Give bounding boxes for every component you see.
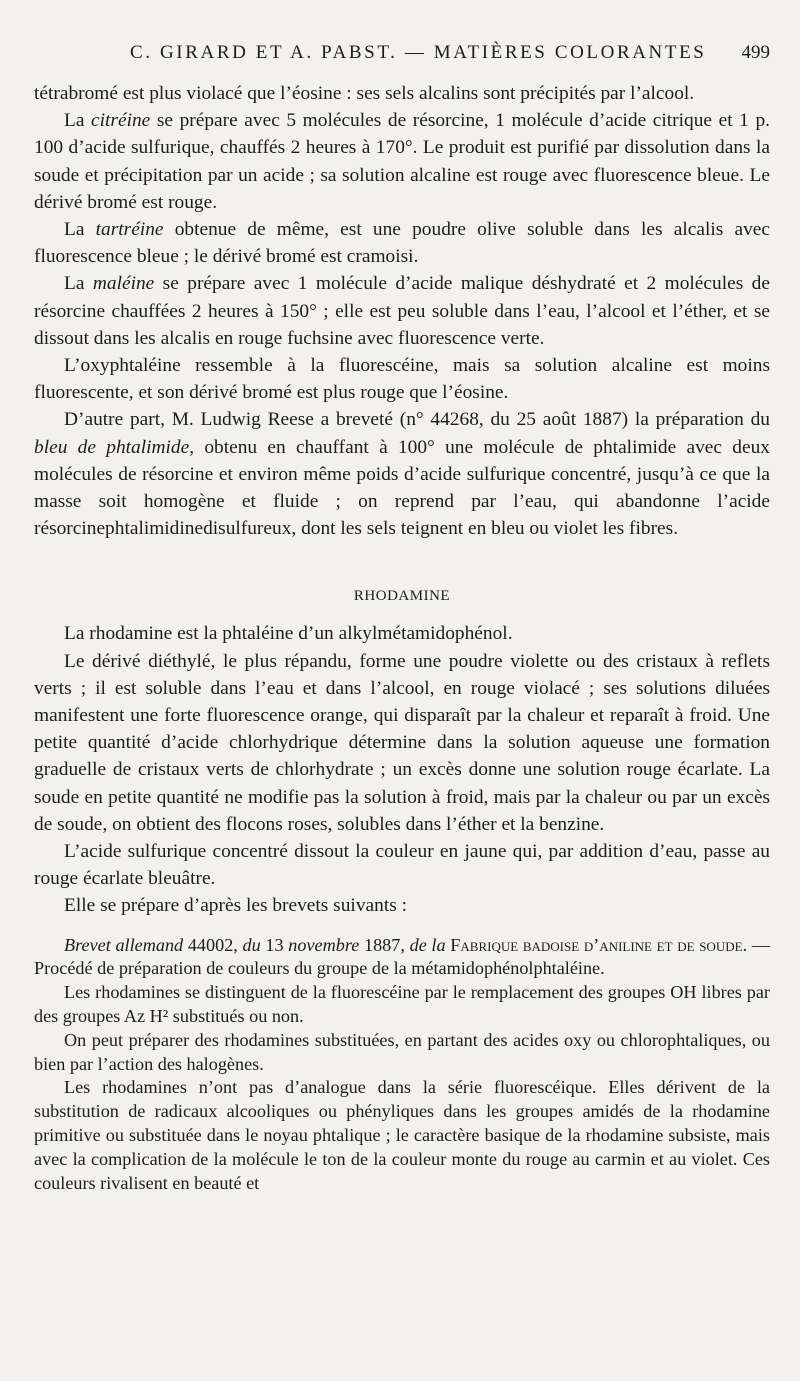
paragraph: Le dérivé diéthylé, le plus répandu, forme une poudre violette ou des cristaux à reflets verts ; il est soluble dans l’eau et dans l’alcool, en rouge violacé ; ses solutions diluées manifestent une forte fluorescence orange, qui disparaît par la chaleur et reparaît à froid. Une petite quantité d’acide chlorhydrique détermine dans la solution aqueuse une formation graduelle de cristaux verts de chlorhydrate ; un excès donne une solution rouge écarlate. La soude en petite quantité ne modifie pas la solution à froid, mais par la chaleur ou par un excès de soude, on obtient des flocons roses, solubles dans l’éther et la benzine. bbox=[34, 650, 770, 835]
paragraph: Les rhodamines n’ont pas d’analogue dans la série fluorescéique. Elles dérivent de la substitution de radicaux alcooliques ou phényliques dans les groupes amidés de la rhodamine primitive ou substituée dans le noyau phtalique ; le caractère basique de la rhodamine subsiste, mais avec la complication de la molécule le ton de la couleur monte du rouge au carmin et au violet. Ces couleurs rivalisent en beauté et bbox=[34, 1077, 770, 1193]
patent-section bbox=[34, 934, 770, 1196]
paragraph: tétrabromé est plus violacé que l’éosine : ses sels alcalins sont précipités par l’alcool. bbox=[34, 83, 695, 104]
paragraph-citreine: La citréine se prépare avec 5 molécules de résorcine, 1 molécule d’acide citrique et 1 p. 100 d’acide sulfurique, chauffés 2 heures à 170°. Le produit est purifié par dissolution dans la soude et précipitation par un acide ; sa solution alcaline est rouge avec fluorescence bleue. Le dérivé bromé est rouge. bbox=[34, 110, 770, 213]
paragraph: Les rhodamines se distinguent de la fluorescéine par le remplacement des groupes OH libres par des groupes Az H² substitués ou non. bbox=[34, 982, 770, 1027]
paragraph-oxyphtaleine: L’oxyphtaléine ressemble à la fluorescéine, mais sa solution alcaline est moins fluorescente, et son dérivé bromé est plus rouge que l’éosine. bbox=[34, 355, 770, 404]
paragraph: On peut préparer des rhodamines substituées, en partant des acides oxy ou chlorophtaliques, ou bien par l’action des halogènes. bbox=[34, 1029, 770, 1074]
patent-citation: Brevet allemand 44002, du 13 novembre 1887, de la Fabrique badoise d’aniline et de soude. — Procédé de préparation de couleurs du groupe de la métamidophénolphtaléine. bbox=[34, 934, 771, 979]
body-text bbox=[34, 80, 770, 1195]
running-header bbox=[0, 42, 800, 72]
paragraph-tartreine: La tartréine obtenue de même, est une poudre olive soluble dans les alcalis avec fluorescence bleue ; le dérivé bromé est cramoisi. bbox=[34, 219, 770, 268]
paragraph: L’acide sulfurique concentré dissout la couleur en jaune qui, par addition d’eau, passe au rouge écarlate bleuâtre. bbox=[34, 841, 770, 890]
upper-section bbox=[34, 80, 770, 920]
running-title: C. GIRARD ET A. PABST. — MATIÈRES COLORANTES bbox=[130, 42, 707, 63]
page-number: 499 bbox=[741, 42, 770, 63]
paragraph-maleine: La maléine se prépare avec 1 molécule d’acide malique déshydraté et 2 molécules de résorcine chauffées 2 heures à 150° ; elle est peu soluble dans l’eau, l’alcool et l’éther, et se dissout dans les alcalis en rouge fuchsine avec fluorescence verte. bbox=[34, 273, 770, 349]
section-heading: RHODAMINE bbox=[353, 588, 451, 605]
paragraph: La rhodamine est la phtaléine d’un alkylmétamidophénol. bbox=[64, 623, 513, 645]
paragraph-bleu-phtalimide: D’autre part, M. Ludwig Reese a breveté (n° 44268, du 25 août 1887) la préparation du bleu de phtalimide, obtenu en chauffant à 100° une molécule de phtalimide avec deux molécules de résorcine et environ même poids d’acide sulfurique concentré, jusqu’à ce que la masse soit homogène et fluide ; on reprend par l’eau, qui abandonne l’acide résorcinephtalimidinedisulfureux, dont les sels teignent en bleu ou violet les fibres. bbox=[34, 409, 770, 540]
paragraph: Elle se prépare d’après les brevets suivants : bbox=[64, 895, 407, 917]
